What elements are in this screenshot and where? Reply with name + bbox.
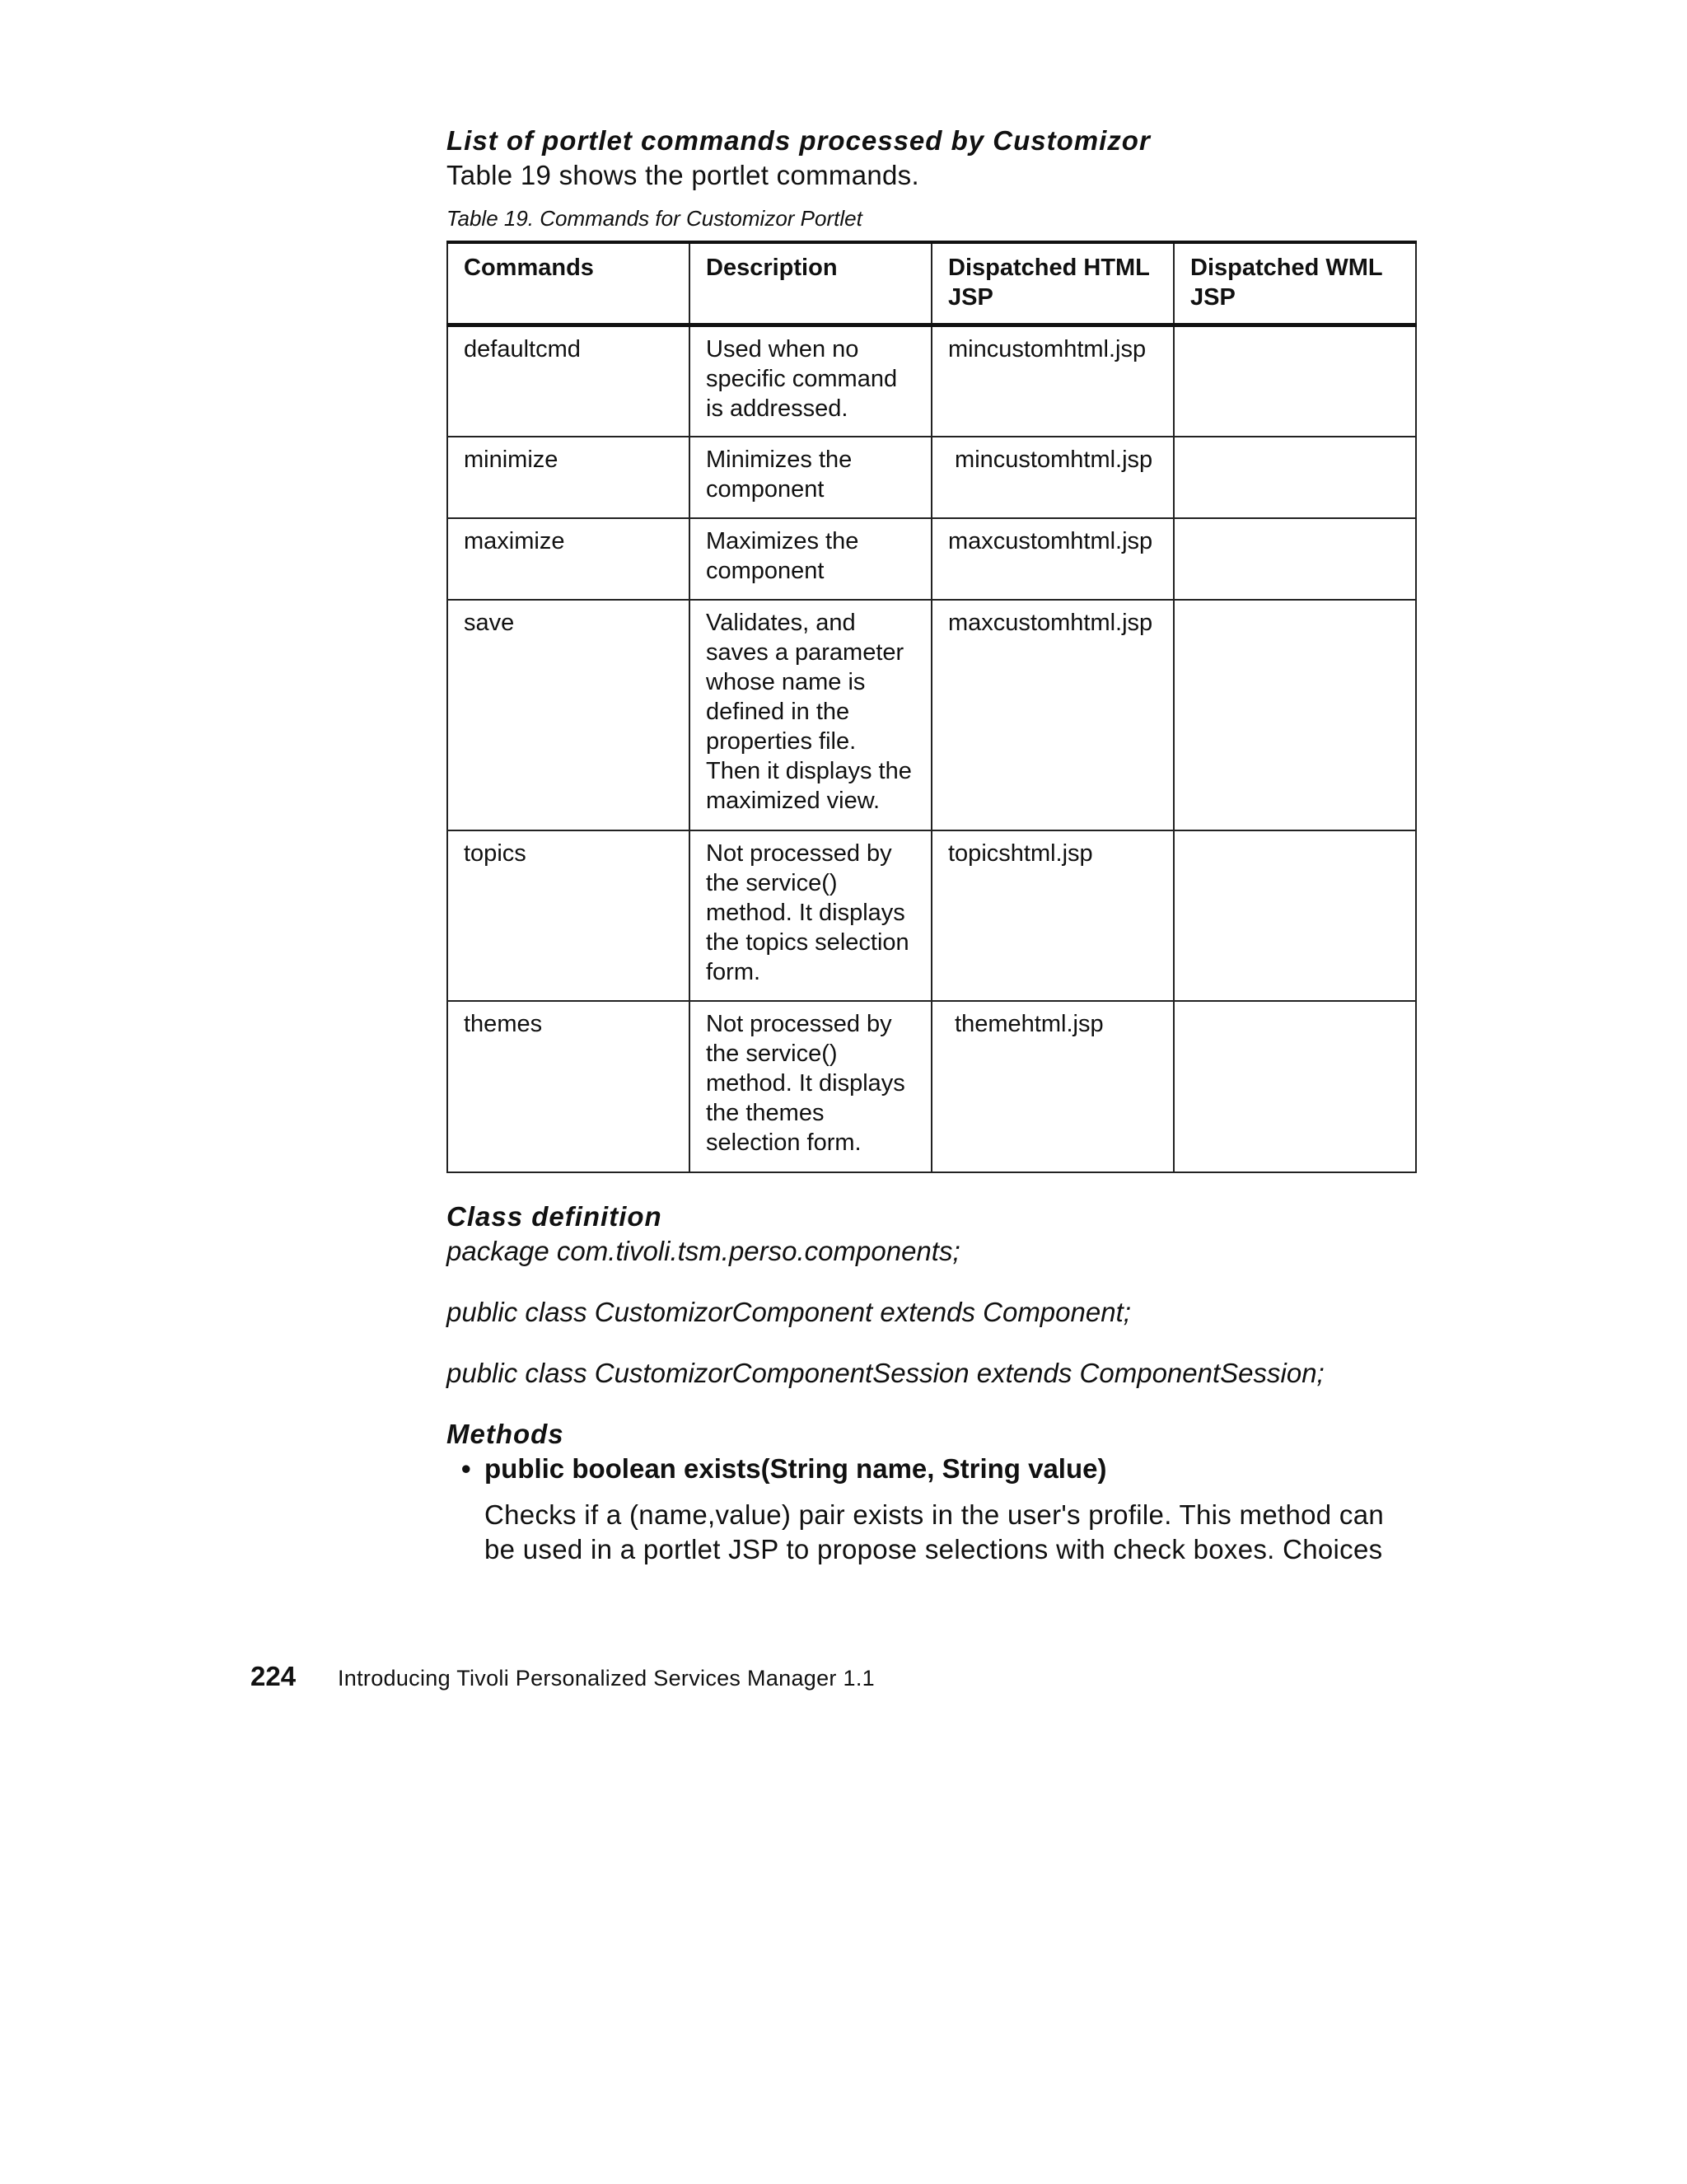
table-cell-html-jsp: mincustomhtml.jsp	[932, 325, 1174, 437]
table-cell-wml-jsp	[1174, 437, 1416, 518]
table-cell-wml-jsp	[1174, 600, 1416, 830]
table-cell-command: maximize	[447, 518, 689, 600]
table-row	[447, 325, 1416, 437]
class-declaration: public class CustomizorComponent extends Component;	[446, 1296, 1131, 1327]
methods-heading: Methods	[446, 1418, 564, 1449]
column-header-description: Description	[689, 242, 932, 325]
table-cell-html-jsp: maxcustomhtml.jsp	[932, 600, 1174, 830]
table-cell-wml-jsp	[1174, 325, 1416, 437]
table-cell-description: Minimizes the component	[689, 437, 932, 518]
section-heading: List of portlet commands processed by Customizor	[446, 125, 1151, 156]
method-description: Checks if a (name,value) pair exists in the user's profile. This method can be used in a portlet JSP to propose selections with check boxes. Choices	[484, 1499, 1385, 1564]
table-cell-wml-jsp	[1174, 518, 1416, 600]
table-cell-command: themes	[447, 1001, 689, 1172]
table-cell-command: save	[447, 600, 689, 830]
section-intro: Table 19 shows the portlet commands.	[446, 160, 919, 190]
table-cell-description: Used when no specific command is addressed.	[689, 325, 932, 437]
table-cell-html-jsp: mincustomhtml.jsp	[932, 437, 1174, 518]
table-cell-html-jsp: themehtml.jsp	[932, 1001, 1174, 1172]
session-class-declaration: public class CustomizorComponentSession extends ComponentSession;	[446, 1357, 1325, 1388]
table-header-row	[447, 242, 1416, 325]
table-cell-description: Validates, and saves a parameter whose name is defined in the properties file. Then it displays the maximized view.	[689, 600, 932, 830]
table-row	[447, 600, 1416, 830]
method-list-item	[446, 1452, 1418, 1486]
column-header-commands: Commands	[447, 242, 689, 325]
bullet-icon: •	[461, 1452, 471, 1484]
table-caption: Table 19. Commands for Customizor Portlet	[446, 206, 862, 231]
table-row	[447, 830, 1416, 1001]
table-cell-html-jsp: maxcustomhtml.jsp	[932, 518, 1174, 600]
commands-table	[446, 241, 1417, 1173]
table-cell-command: minimize	[447, 437, 689, 518]
package-declaration: package com.tivoli.tsm.perso.components;	[446, 1235, 960, 1266]
page-footer	[250, 1661, 875, 1692]
column-header-wml-jsp: Dispatched WML JSP	[1174, 242, 1416, 325]
table-cell-command: defaultcmd	[447, 325, 689, 437]
table-row	[447, 1001, 1416, 1172]
table-cell-description: Not processed by the service() method. It displays the themes selection form.	[689, 1001, 932, 1172]
table-cell-wml-jsp	[1174, 830, 1416, 1001]
table-cell-html-jsp: topicshtml.jsp	[932, 830, 1174, 1001]
table-cell-description: Not processed by the service() method. It displays the topics selection form.	[689, 830, 932, 1001]
table-row	[447, 437, 1416, 518]
table-cell-command: topics	[447, 830, 689, 1001]
table-cell-wml-jsp	[1174, 1001, 1416, 1172]
table-cell-description: Maximizes the component	[689, 518, 932, 600]
table-row	[447, 518, 1416, 600]
page-content	[446, 124, 1418, 1567]
page-number: 224	[250, 1661, 297, 1691]
book-title: Introducing Tivoli Personalized Services Manager 1.1	[338, 1666, 875, 1691]
method-signature: public boolean exists(String name, String value)	[484, 1452, 1107, 1484]
class-definition-heading: Class definition	[446, 1200, 662, 1232]
column-header-html-jsp: Dispatched HTML JSP	[932, 242, 1174, 325]
